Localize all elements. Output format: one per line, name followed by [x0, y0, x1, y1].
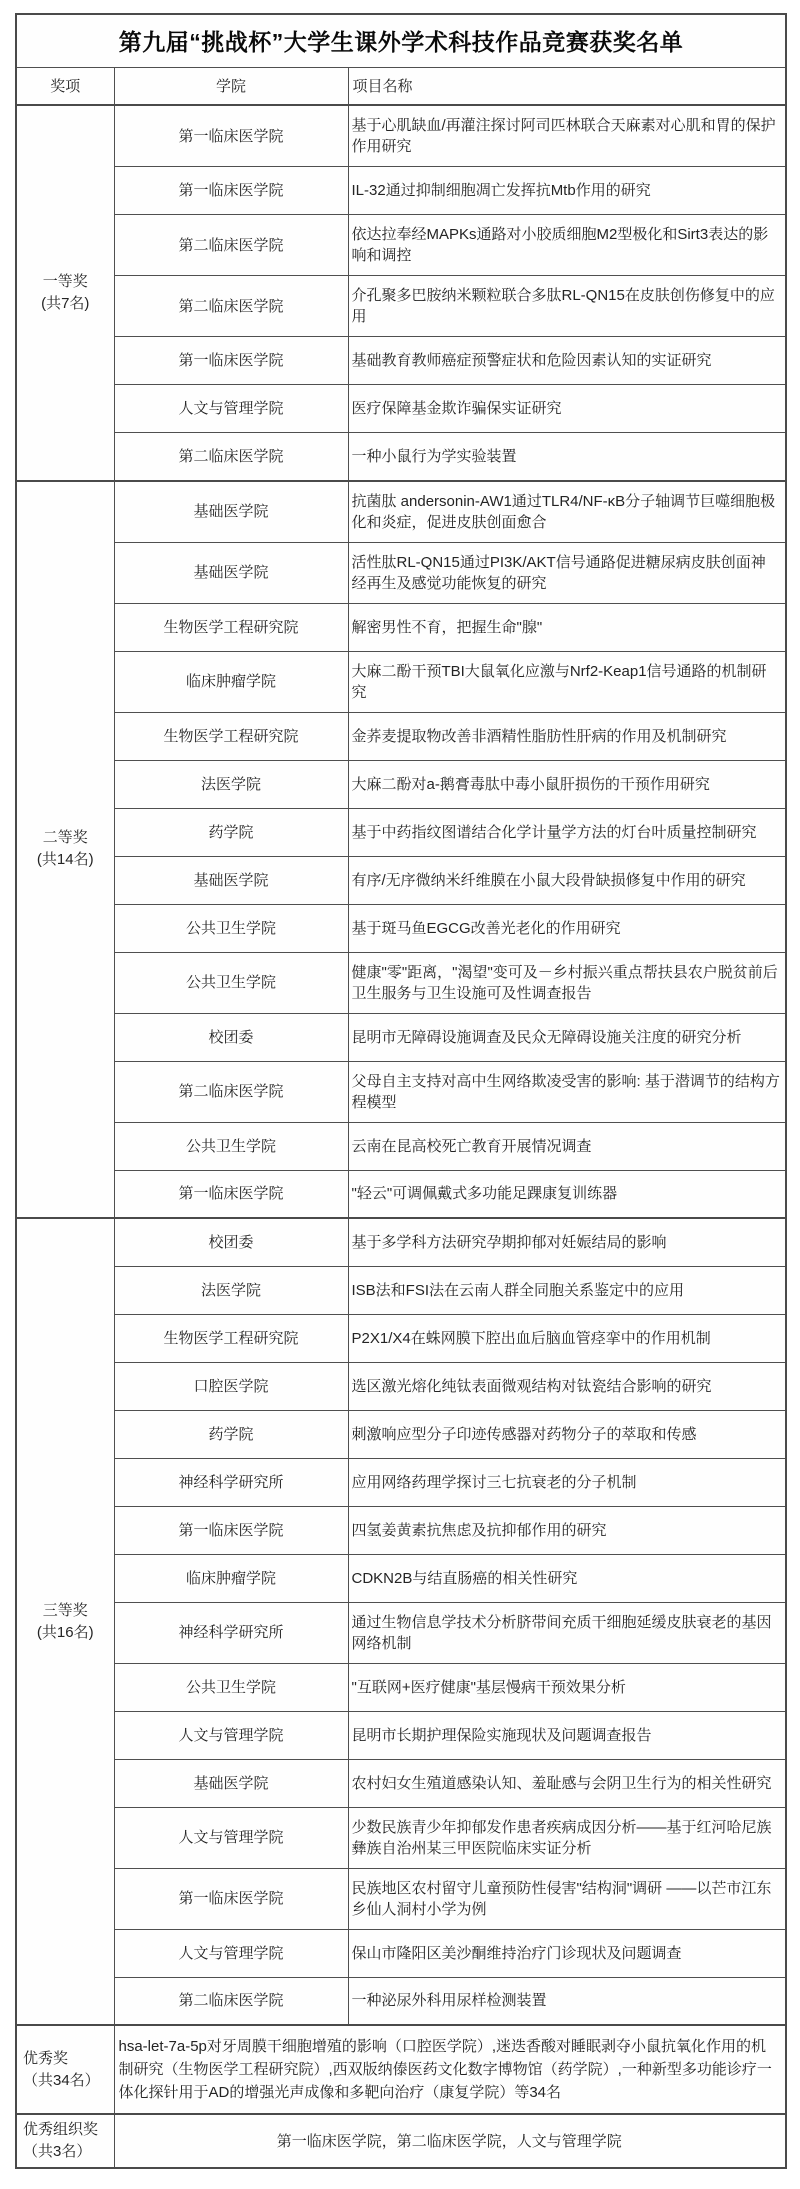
college-cell: 人文与管理学院: [114, 1929, 348, 1977]
project-cell: 少数民族青少年抑郁发作患者疾病成因分析——基于红河哈尼族彝族自治州某三甲医院临床实证分析: [348, 1807, 786, 1868]
table-row: [16, 167, 786, 215]
project-cell: 民族地区农村留守儿童预防性侵害"结构洞"调研 ——以芒市江东乡仙人洞村小学为例: [348, 1868, 786, 1929]
table-row: [16, 276, 786, 337]
award-name: 优秀奖: [23, 2049, 69, 2067]
table-row: [16, 1711, 786, 1759]
project-cell: 有序/无序微纳米纤维膜在小鼠大段骨缺损修复中作用的研究: [348, 856, 786, 904]
table-row: [16, 808, 786, 856]
special-award-section: [16, 2025, 786, 2114]
table-row: [16, 337, 786, 385]
table-row: [16, 481, 786, 543]
project-cell: 基础教育教师癌症预警症状和危险因素认知的实证研究: [348, 337, 786, 385]
college-cell: 公共卫生学院: [114, 952, 348, 1013]
college-cell: 基础医学院: [114, 481, 348, 543]
project-cell: 依达拉奉经MAPKs通路对小胶质细胞M2型极化和Sirt3表达的影响和调控: [348, 215, 786, 276]
table-row: [16, 651, 786, 712]
project-cell: 四氢姜黄素抗焦虑及抗抑郁作用的研究: [348, 1506, 786, 1554]
table-row: [16, 1602, 786, 1663]
table-row: [16, 385, 786, 433]
college-cell: 第二临床医学院: [114, 276, 348, 337]
project-cell: 一种小鼠行为学实验装置: [348, 433, 786, 481]
table-row: [16, 1170, 786, 1218]
project-cell: 昆明市无障碍设施调查及民众无障碍设施关注度的研究分析: [348, 1013, 786, 1061]
college-cell: 人文与管理学院: [114, 1711, 348, 1759]
award-label-cell: [16, 1218, 114, 2025]
project-cell: 保山市隆阳区美沙酮维持治疗门诊现状及问题调查: [348, 1929, 786, 1977]
award-section: [16, 105, 786, 481]
table-row: [16, 1458, 786, 1506]
special-award-content: hsa-let-7a-5p对牙周膜干细胞增殖的影响（口腔医学院）,迷迭香酸对睡眠剥夺小鼠抗氧化作用的机制研究（生物医学工程研究院）,西双版纳傣医药文化数字博物馆（药学院）,一种新型多功能诊疗一体化探针用于AD的增强光声成像和多靶向治疗（康复学院）等34名: [114, 2025, 786, 2114]
special-award-content: 第一临床医学院，第二临床医学院，人文与管理学院: [114, 2114, 786, 2168]
project-cell: 基于多学科方法研究孕期抑郁对妊娠结局的影响: [348, 1218, 786, 1266]
college-cell: 神经科学研究所: [114, 1602, 348, 1663]
award-name: 三等奖: [42, 1601, 88, 1619]
table-row: [16, 1807, 786, 1868]
project-cell: 大麻二酚干预TBI大鼠氧化应激与Nrf2-Keap1信号通路的机制研究: [348, 651, 786, 712]
awards-table: [15, 13, 787, 2169]
page-title: 第九届“挑战杯”大学生课外学术科技作品竞赛获奖名单: [16, 14, 786, 67]
project-cell: 基于斑马鱼EGCG改善光老化的作用研究: [348, 904, 786, 952]
college-cell: 基础医学院: [114, 542, 348, 603]
project-cell: 昆明市长期护理保险实施现状及问题调查报告: [348, 1711, 786, 1759]
college-cell: 药学院: [114, 808, 348, 856]
project-cell: 基于中药指纹图谱结合化学计量学方法的灯台叶质量控制研究: [348, 808, 786, 856]
award-count: (共14名): [36, 851, 94, 869]
award-label-cell: [16, 2114, 114, 2168]
project-cell: "互联网+医疗健康"基层慢病干预效果分析: [348, 1663, 786, 1711]
project-cell: 介孔聚多巴胺纳米颗粒联合多肽RL-QN15在皮肤创伤修复中的应用: [348, 276, 786, 337]
project-cell: 基于心肌缺血/再灌注探讨阿司匹林联合天麻素对心肌和胃的保护作用研究: [348, 105, 786, 167]
college-cell: 公共卫生学院: [114, 1122, 348, 1170]
project-cell: ISB法和FSI法在云南人群全同胞关系鉴定中的应用: [348, 1266, 786, 1314]
table-row: [16, 2114, 786, 2168]
college-cell: 生物医学工程研究院: [114, 712, 348, 760]
college-cell: 人文与管理学院: [114, 1807, 348, 1868]
college-cell: 法医学院: [114, 760, 348, 808]
table-row: [16, 433, 786, 481]
table-row: [16, 1506, 786, 1554]
college-cell: 药学院: [114, 1410, 348, 1458]
award-label-cell: [16, 105, 114, 481]
project-cell: 活性肽RL-QN15通过PI3K/AKT信号通路促进糖尿病皮肤创面神经再生及感觉功能恢复的研究: [348, 542, 786, 603]
project-cell: 解密男性不育，把握生命"腺": [348, 603, 786, 651]
table-row: [16, 856, 786, 904]
college-cell: 生物医学工程研究院: [114, 1314, 348, 1362]
college-cell: 第一临床医学院: [114, 1170, 348, 1218]
college-cell: 公共卫生学院: [114, 1663, 348, 1711]
table-row: [16, 904, 786, 952]
project-cell: 应用网络药理学探讨三七抗衰老的分子机制: [348, 1458, 786, 1506]
award-name: 优秀组织奖: [23, 2121, 99, 2138]
table-row: [16, 1868, 786, 1929]
table-row: [16, 1977, 786, 2025]
college-cell: 法医学院: [114, 1266, 348, 1314]
award-label-cell: [16, 2025, 114, 2114]
table-row: [16, 1554, 786, 1602]
college-cell: 第一临床医学院: [114, 167, 348, 215]
title-row: [16, 14, 786, 67]
table-row: [16, 1218, 786, 1266]
college-cell: 基础医学院: [114, 1759, 348, 1807]
project-cell: 金荞麦提取物改善非酒精性脂肪性肝病的作用及机制研究: [348, 712, 786, 760]
table-row: [16, 105, 786, 167]
project-cell: 刺激响应型分子印迹传感器对药物分子的萃取和传感: [348, 1410, 786, 1458]
table-row: [16, 1663, 786, 1711]
table-row: [16, 542, 786, 603]
college-cell: 第二临床医学院: [114, 215, 348, 276]
college-cell: 人文与管理学院: [114, 385, 348, 433]
project-cell: "轻云"可调佩戴式多功能足踝康复训练器: [348, 1170, 786, 1218]
award-count: （共34名）: [23, 2071, 100, 2089]
table-row: [16, 760, 786, 808]
table-row: [16, 1266, 786, 1314]
project-cell: 农村妇女生殖道感染认知、羞耻感与会阴卫生行为的相关性研究: [348, 1759, 786, 1807]
project-cell: 云南在昆高校死亡教育开展情况调查: [348, 1122, 786, 1170]
table-head: [16, 14, 786, 105]
project-cell: IL-32通过抑制细胞凋亡发挥抗Mtb作用的研究: [348, 167, 786, 215]
project-cell: 大麻二酚对a-鹅膏毒肽中毒小鼠肝损伤的干预作用研究: [348, 760, 786, 808]
project-cell: 通过生物信息学技术分析脐带间充质干细胞延缓皮肤衰老的基因网络机制: [348, 1602, 786, 1663]
column-header-award: 奖项: [16, 67, 114, 105]
table-row: [16, 1314, 786, 1362]
project-cell: P2X1/X4在蛛网膜下腔出血后脑血管痉挛中的作用机制: [348, 1314, 786, 1362]
column-header-college: 学院: [114, 67, 348, 105]
project-cell: 医疗保障基金欺诈骗保实证研究: [348, 385, 786, 433]
table-row: [16, 1061, 786, 1122]
table-row: [16, 1929, 786, 1977]
table-row: [16, 1759, 786, 1807]
award-count: (共7名): [41, 294, 90, 312]
college-cell: 神经科学研究所: [114, 1458, 348, 1506]
award-label-cell: [16, 481, 114, 1219]
table-row: [16, 952, 786, 1013]
project-cell: 选区激光熔化纯钛表面微观结构对钛瓷结合影响的研究: [348, 1362, 786, 1410]
table-row: [16, 1013, 786, 1061]
college-cell: 第二临床医学院: [114, 433, 348, 481]
college-cell: 第二临床医学院: [114, 1061, 348, 1122]
college-cell: 口腔医学院: [114, 1362, 348, 1410]
table-row: [16, 712, 786, 760]
college-cell: 校团委: [114, 1013, 348, 1061]
college-cell: 校团委: [114, 1218, 348, 1266]
award-count: （共3名）: [23, 2143, 92, 2160]
award-name: 一等奖: [42, 272, 88, 290]
table-row: [16, 1122, 786, 1170]
award-name: 二等奖: [42, 829, 88, 847]
award-section: [16, 1218, 786, 2025]
project-cell: 一种泌尿外科用尿样检测装置: [348, 1977, 786, 2025]
table-row: [16, 1362, 786, 1410]
college-cell: 第一临床医学院: [114, 1868, 348, 1929]
table-row: [16, 1410, 786, 1458]
college-cell: 第一临床医学院: [114, 337, 348, 385]
college-cell: 生物医学工程研究院: [114, 603, 348, 651]
table-row: [16, 215, 786, 276]
college-cell: 基础医学院: [114, 856, 348, 904]
table-row: [16, 2025, 786, 2114]
award-count: (共16名): [36, 1623, 94, 1641]
project-cell: 抗菌肽 andersonin-AW1通过TLR4/NF-κB分子轴调节巨噬细胞极化和炎症，促进皮肤创面愈合: [348, 481, 786, 543]
college-cell: 临床肿瘤学院: [114, 1554, 348, 1602]
award-section: [16, 481, 786, 1219]
column-header-row: [16, 67, 786, 105]
project-cell: 父母自主支持对高中生网络欺凌受害的影响: 基于潜调节的结构方程模型: [348, 1061, 786, 1122]
project-cell: CDKN2B与结直肠癌的相关性研究: [348, 1554, 786, 1602]
college-cell: 临床肿瘤学院: [114, 651, 348, 712]
college-cell: 第一临床医学院: [114, 1506, 348, 1554]
college-cell: 公共卫生学院: [114, 904, 348, 952]
special-award-section: [16, 2114, 786, 2168]
college-cell: 第二临床医学院: [114, 1977, 348, 2025]
column-header-project: 项目名称: [348, 67, 786, 105]
table-row: [16, 603, 786, 651]
college-cell: 第一临床医学院: [114, 105, 348, 167]
project-cell: 健康"零"距离，"渴望"变可及－乡村振兴重点帮扶县农户脱贫前后卫生服务与卫生设施可及性调查报告: [348, 952, 786, 1013]
